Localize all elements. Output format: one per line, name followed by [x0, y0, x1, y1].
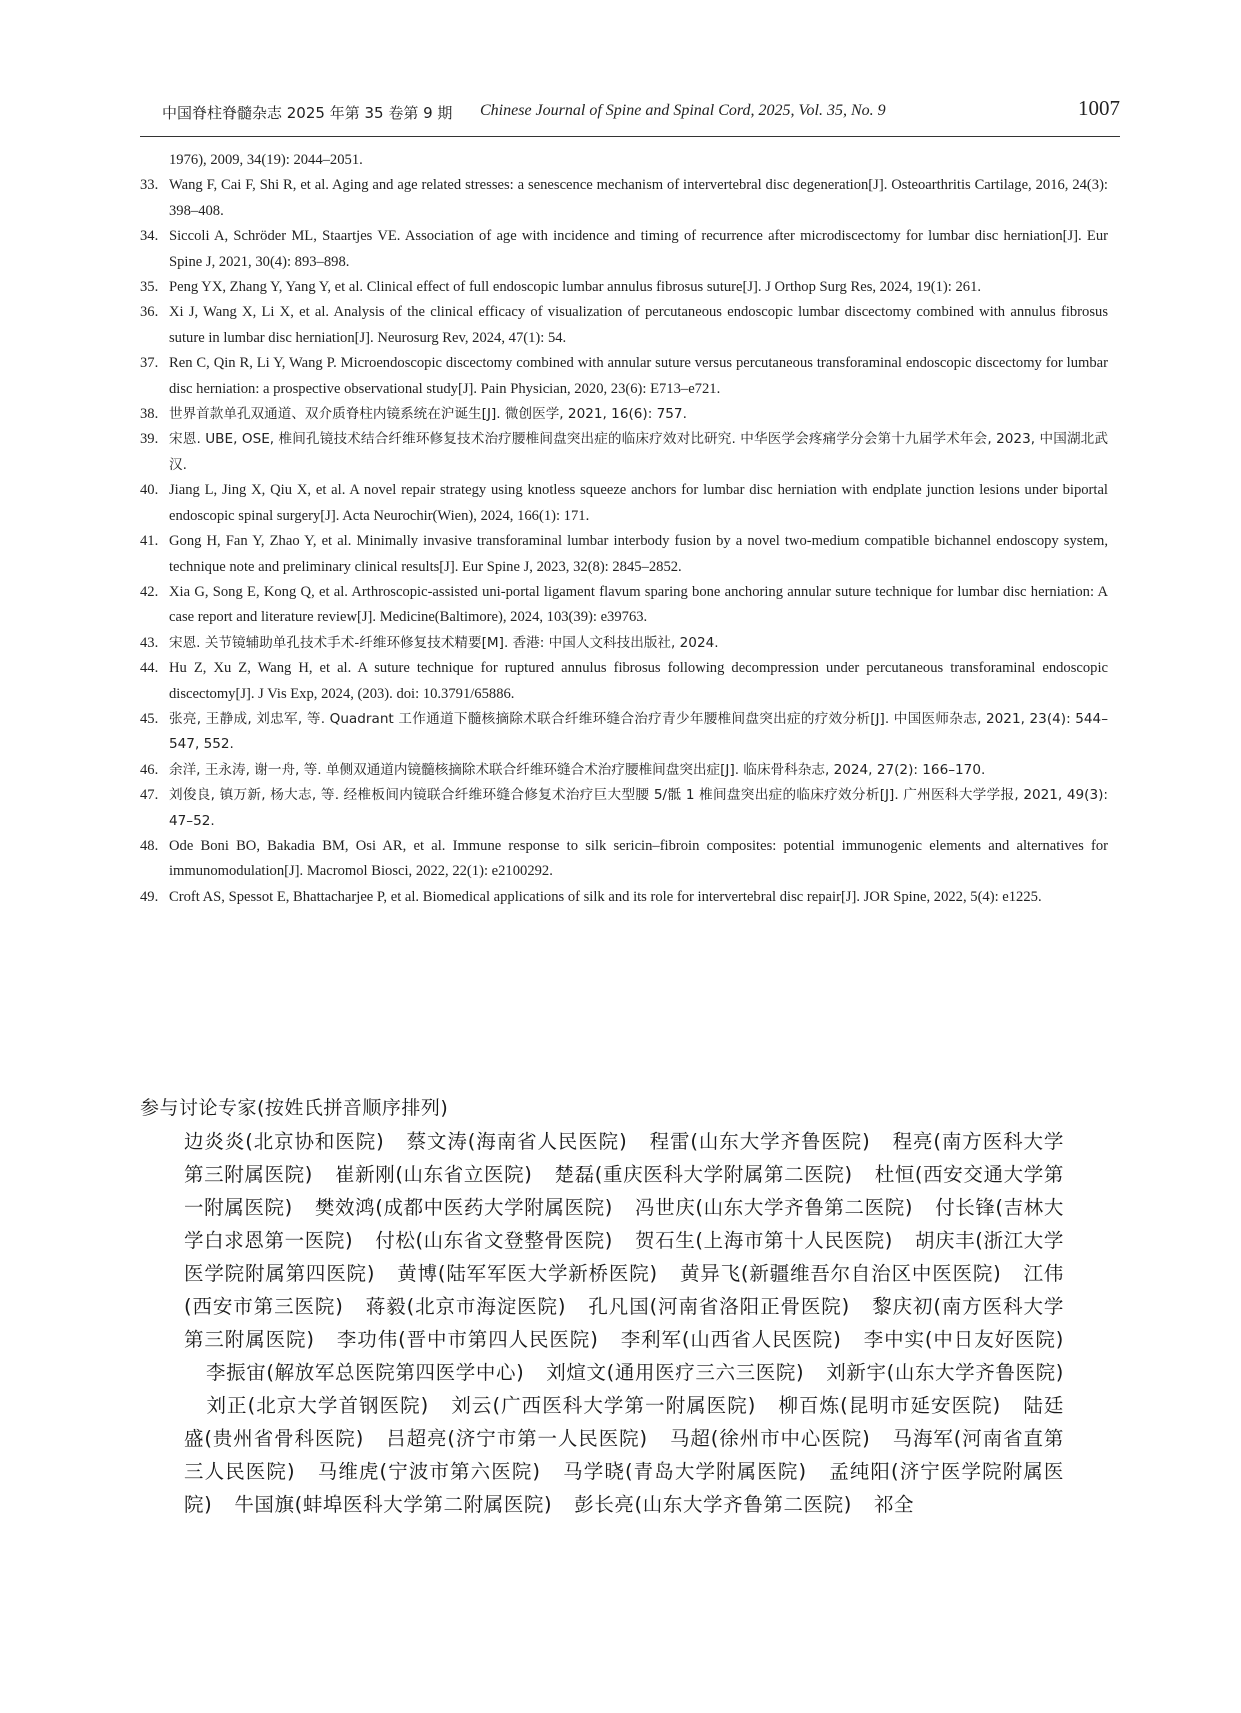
expert-entry: 彭长亮(山东大学齐鲁第二医院): [574, 1493, 852, 1516]
reference-item: [142, 707, 1108, 758]
expert-entry: 马学晓(青岛大学附属医院): [562, 1460, 807, 1483]
expert-entry: 杜恒(西安交通大学第一附属医院): [184, 1163, 1064, 1219]
reference-number: 46.: [140, 761, 159, 778]
reference-text: Croft AS, Spessot E, Bhattacharjee P, et al. Biomedical applications of silk and its role for intervertebral disc repair[J]. JOR Spine, 2022, 5(4): e1225.: [169, 888, 1042, 905]
reference-number: 36.: [140, 304, 159, 321]
reference-item: [142, 351, 1108, 402]
reference-item: [142, 656, 1108, 707]
reference-text: Wang F, Cai F, Shi R, et al. Aging and age related stresses: a senescence mechanism of intervertebral disc degeneration[J]. Osteoarthritis Cartilage, 2016, 24(3): 398–408.: [169, 177, 1108, 219]
reference-text: 刘俊良, 镇万新, 杨大志, 等. 经椎板间内镜联合纤维环缝合修复术治疗巨大型腰 5/骶 1 椎间盘突出症的临床疗效分析[J]. 广州医科大学学报, 2021, 49(3): 47–52.: [169, 787, 1108, 829]
reference-number: 48.: [140, 837, 159, 854]
reference-number: 35.: [140, 279, 159, 296]
reference-text: 张亮, 王静成, 刘忠军, 等. Quadrant 工作通道下髓核摘除术联合纤维环缝合治疗青少年腰椎间盘突出症的疗效分析[J]. 中国医师杂志, 2021, 23(4): 544–547, 552.: [169, 710, 1108, 753]
expert-entry: 孟纯阳(济宁医学院附属医院): [184, 1460, 1065, 1516]
reference-item: [142, 783, 1108, 834]
reference-text: Ren C, Qin R, Li Y, Wang P. Microendoscopic discectomy combined with annular suture versus percutaneous transforaminal endoscopic discectomy for lumbar disc herniation: a prospective observational study[J]. Pain Physician, 2020, 23(6): E713–e721.: [169, 355, 1108, 397]
experts-list: [184, 1125, 1064, 1521]
reference-text: Hu Z, Xu Z, Wang H, et al. A suture technique for ruptured annulus fibrosus following decompression under percutaneous transforaminal endoscopic discectomy[J]. J Vis Exp, 2024, (203). doi: 10.3791/65886.: [169, 660, 1108, 702]
expert-entry: 孔凡国(河南省洛阳正骨医院): [588, 1295, 850, 1318]
reference-number: 42.: [140, 583, 159, 600]
expert-entry: 贺石生(上海市第十人民医院): [634, 1229, 893, 1252]
expert-entry: 蔡文涛(海南省人民医院): [406, 1130, 628, 1153]
reference-item: [142, 173, 1108, 224]
page-number: 1007: [1078, 96, 1120, 120]
reference-item: [142, 275, 1108, 300]
expert-entry: 陆廷盛(贵州省骨科医院): [184, 1394, 1065, 1450]
reference-text: 宋恩. UBE, OSE, 椎间孔镜技术结合纤维环修复技术治疗腰椎间盘突出症的临床疗效对比研究. 中华医学会疼痛学分会第十九届学术年会, 2023, 中国湖北武汉.: [169, 431, 1108, 473]
expert-entry: 李振宙(解放军总医院第四医学中心): [206, 1361, 525, 1384]
reference-item: [142, 300, 1108, 351]
reference-text: Xi J, Wang X, Li X, et al. Analysis of the clinical efficacy of visualization of percutaneous endoscopic lumbar discectomy combined with annulus fibrosus suture in lumbar disc herniation[J]. Neurosurg Rev, 2024, 47(1): 54.: [169, 304, 1108, 346]
reference-item: [142, 224, 1108, 275]
expert-entry: 牛国旗(蚌埠医科大学第二附属医院): [234, 1493, 553, 1516]
reference-list: [142, 148, 1108, 910]
expert-entry: 冯世庆(山东大学齐鲁第二医院): [635, 1196, 914, 1219]
reference-item: [142, 580, 1108, 631]
expert-entry: 刘正(北京大学首钢医院): [206, 1394, 429, 1417]
expert-entry: 黎庆初(南方医科大学第三附属医院): [184, 1295, 1064, 1351]
journal-title-cn: 中国脊柱脊髓杂志 2025 年第 35 卷第 9 期: [162, 104, 453, 122]
reference-number: 39.: [140, 431, 159, 448]
reference-number: 47.: [140, 787, 159, 804]
expert-entry: 黄异飞(新疆维吾尔自治区中医医院): [679, 1262, 1002, 1285]
reference-number: 41.: [140, 533, 159, 550]
expert-entry: 黄博(陆军军医大学新桥医院): [397, 1262, 658, 1285]
reference-text: Peng YX, Zhang Y, Yang Y, et al. Clinical effect of full endoscopic lumbar annulus fibrosus suture[J]. J Orthop Surg Res, 2024, 19(1): 261.: [169, 279, 982, 296]
expert-entry: 李中实(中日友好医院): [863, 1328, 1064, 1351]
reference-text: Jiang L, Jing X, Qiu X, et al. A novel repair strategy using knotless squeeze anchors for lumbar disc herniation with endplate junction lesions under biportal endoscopic spinal surgery[J]. Acta Neurochir(Wien), 2024, 166(1): 171.: [169, 482, 1108, 524]
expert-entry: 马维虎(宁波市第六医院): [317, 1460, 541, 1483]
reference-number: 49.: [140, 888, 159, 905]
reference-number: 37.: [140, 355, 159, 372]
expert-entry: 付松(山东省文登整骨医院): [375, 1229, 613, 1252]
reference-item: [142, 529, 1108, 580]
journal-title-en: Chinese Journal of Spine and Spinal Cord, 2025, Vol. 35, No. 9: [480, 102, 886, 119]
expert-entry: 马海军(河南省直第三人民医院): [184, 1427, 1064, 1483]
expert-entry: 胡庆丰(浙江大学医学院附属第四医院): [184, 1229, 1064, 1285]
expert-entry: 柳百炼(昆明市延安医院): [778, 1394, 1001, 1417]
reference-text: 余洋, 王永涛, 谢一舟, 等. 单侧双通道内镜髓核摘除术联合纤维环缝合术治疗腰椎间盘突出症[J]. 临床骨科杂志, 2024, 27(2): 166–170.: [169, 761, 986, 778]
reference-number: 44.: [140, 660, 159, 677]
expert-entry: 程雷(山东大学齐鲁医院): [649, 1130, 871, 1153]
expert-entry: 吕超亮(济宁市第一人民医院): [385, 1427, 648, 1450]
expert-entry: 崔新刚(山东省立医院): [334, 1163, 533, 1186]
reference-number: 33.: [140, 177, 159, 194]
reference-number: 43.: [140, 634, 159, 651]
expert-entry: 樊效鸿(成都中医药大学附属医院): [314, 1196, 613, 1219]
expert-entry: 楚磊(重庆医科大学附属第二医院): [554, 1163, 853, 1186]
reference-item: [142, 885, 1108, 910]
expert-entry: 江伟(西安市第三医院): [184, 1262, 1065, 1318]
reference-text: 世界首款单孔双通道、双介质脊柱内镜系统在沪诞生[J]. 微创医学, 2021, 16(6): 757.: [169, 406, 687, 423]
reference-continuation: 1976), 2009, 34(19): 2044–2051.: [169, 152, 363, 168]
expert-entry: 刘云(广西医科大学第一附属医院): [450, 1394, 756, 1417]
reference-item: [142, 631, 1108, 656]
expert-entry: 刘煊文(通用医疗三六三医院): [546, 1361, 805, 1384]
reference-text: Ode Boni BO, Bakadia BM, Osi AR, et al. Immune response to silk sericin–fibroin composites: potential immunogenic elements and alternatives for immunomodulation[J]. Macromol Biosci, 2022, 22(1): e2100292.: [169, 837, 1108, 880]
expert-entry: 刘新宇(山东大学齐鲁医院): [826, 1361, 1064, 1384]
reference-item: [142, 478, 1108, 529]
expert-entry: 边炎炎(北京协和医院): [184, 1130, 385, 1153]
experts-heading: 参与讨论专家(按姓氏拼音顺序排列): [140, 1097, 449, 1119]
expert-entry: 马超(徐州市中心医院): [669, 1427, 871, 1450]
reference-text: Gong H, Fan Y, Zhao Y, et al. Minimally invasive transforaminal lumbar interbody fusion by a novel two-medium compatible bichannel endoscopy system, technique note and preliminary clinical results[J]. Eur Spine J, 2023, 32(8): 2845–2852.: [169, 533, 1108, 575]
reference-item: [142, 758, 1108, 783]
reference-number: 34.: [140, 228, 159, 245]
expert-entry: 程亮(南方医科大学第三附属医院): [184, 1130, 1064, 1186]
reference-item: [142, 834, 1108, 885]
expert-entry: 李功伟(晋中市第四人民医院): [336, 1328, 599, 1351]
running-header: [140, 96, 1120, 137]
expert-entry: 蒋毅(北京市海淀医院): [365, 1295, 567, 1318]
reference-text: 宋恩. 关节镜辅助单孔技术手术-纤维环修复技术精要[M]. 香港: 中国人文科技出版社, 2024.: [169, 634, 719, 651]
reference-item: [142, 427, 1108, 478]
expert-entry: 祁全: [873, 1493, 915, 1516]
reference-number: 45.: [140, 710, 159, 727]
expert-entry: 付长锋(吉林大学白求恩第一医院): [184, 1196, 1065, 1252]
reference-text: Siccoli A, Schröder ML, Staartjes VE. Association of age with incidence and timing of recurrence after microdiscectomy for lumbar disc herniation[J]. Eur Spine J, 2021, 30(4): 893–898.: [169, 228, 1108, 270]
reference-item: [142, 402, 1108, 427]
reference-number: 38.: [140, 406, 159, 423]
reference-number: 40.: [140, 482, 159, 499]
reference-text: Xia G, Song E, Kong Q, et al. Arthroscopic-assisted uni-portal ligament flavum sparing bone anchoring annular suture technique for lumbar disc herniation: A case report and literature review[J]. Medicine(Baltimore), 2024, 103(39): e39763.: [169, 583, 1108, 626]
expert-entry: 李利军(山西省人民医院): [620, 1328, 842, 1351]
